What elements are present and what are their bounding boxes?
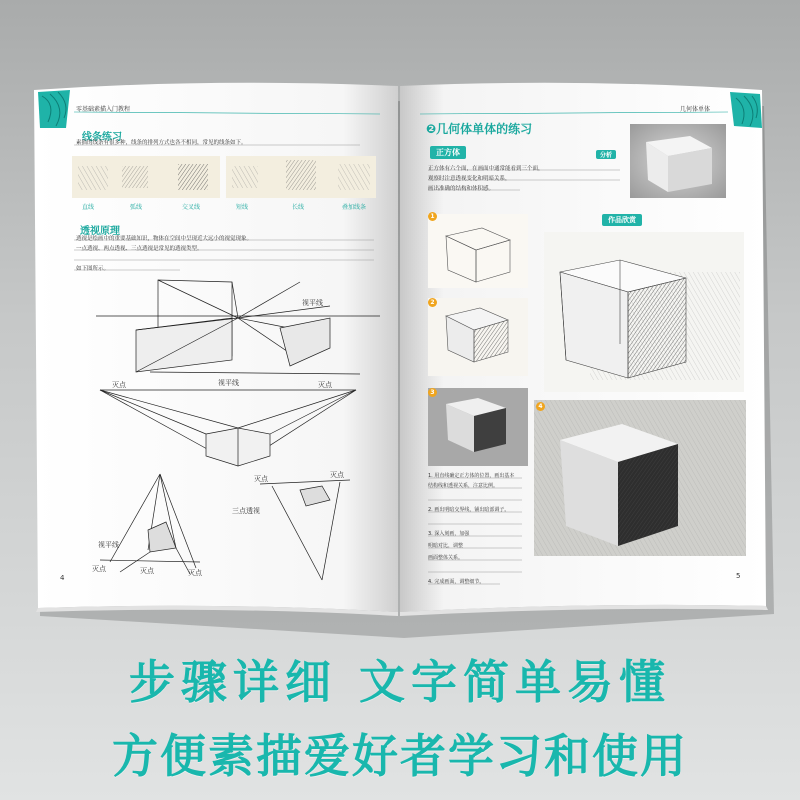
label-vp-a: 灭点	[254, 475, 268, 483]
step-2-sketch	[428, 298, 528, 376]
step-text-2: 结构线和透视关系，注意比例。	[428, 483, 499, 489]
step-badge-4: 4	[536, 402, 545, 411]
label-horizon-3: 视平线	[98, 541, 119, 549]
step-badge-3: 3	[428, 388, 437, 397]
label-vp-e: 灭点	[188, 569, 202, 577]
label-vp-b: 灭点	[330, 471, 344, 479]
tag-reference: 作品欣赏	[602, 214, 642, 226]
section-title-line-practice: 线条练习	[82, 132, 122, 143]
label-three-point: 三点透视	[232, 507, 260, 515]
right-corner-decoration	[730, 92, 762, 128]
cube-photo	[630, 124, 726, 198]
step-badge-2: 2	[428, 298, 437, 307]
swatch-label-3: 交叉线	[182, 204, 201, 211]
swatch-label-1: 直线	[82, 204, 95, 211]
label-vp-c: 灭点	[92, 565, 106, 573]
tag-cube: 正方体	[430, 146, 466, 159]
section-2-text-1: 透视是绘画中的重要基础知识，物体在空间中呈现近大远小的视觉现象。	[76, 236, 253, 242]
label-horizon-2: 视平线	[218, 379, 239, 387]
caption-line-2: 方便素描爱好者学习和使用	[112, 729, 688, 783]
section-1-text: 素描的线条有很多种，线条的排列方式也各不相同，常见的线条如下。	[76, 140, 247, 146]
step-badge-1: 1	[428, 212, 437, 221]
label-vp-left: 灭点	[112, 381, 126, 389]
step-text-3: 2. 画出明暗交界线，铺出暗部调子。	[428, 507, 510, 513]
section-title-perspective: 透视原理	[80, 226, 120, 237]
left-page-number: 4	[60, 574, 65, 582]
swatch-label-6: 叠加线条	[342, 204, 367, 211]
chapter-title: ❷几何体单体的练习	[426, 122, 533, 136]
left-running-head: 零基础素描入门教程	[76, 106, 131, 113]
step-text-7: 4. 完成画面，调整细节。	[428, 579, 485, 585]
tag-analysis: 分析	[596, 150, 616, 159]
intro-text-1: 正方体有六个面，在画面中通常能看到三个面，	[428, 166, 544, 172]
step-text-4: 3. 深入刻画，加强	[428, 531, 470, 537]
left-corner-decoration	[38, 90, 70, 128]
intro-text-2: 观察时注意透视变化和明暗关系，	[428, 176, 511, 182]
step-text-1: 1. 用直线确定正方体的位置，画出基本	[428, 473, 515, 479]
intro-text-3: 画出准确的结构和体积感。	[428, 186, 495, 192]
caption-line-1: 步骤详细 文字简单易懂	[128, 655, 671, 709]
section-2-text-3: 如下图所示。	[76, 266, 110, 272]
reference-sketch-top	[544, 232, 744, 392]
label-vp-d: 灭点	[140, 567, 154, 575]
section-2-text-2: 一点透视、两点透视、三点透视是常见的透视类型。	[76, 246, 203, 252]
step-1-sketch	[428, 214, 528, 288]
right-running-head: 几何体单体	[680, 106, 711, 113]
step-text-5: 明暗对比，调整	[428, 543, 464, 549]
label-horizon-1: 视平线	[302, 299, 323, 307]
swatch-label-2: 弧线	[130, 204, 143, 211]
step-text-6: 画面整体关系。	[428, 555, 464, 561]
label-vp-right: 灭点	[318, 381, 332, 389]
reference-sketch-bottom	[534, 400, 746, 556]
step-3-sketch	[428, 388, 528, 466]
swatch-label-5: 长线	[292, 204, 305, 211]
right-page-number: 5	[736, 572, 741, 580]
swatch-label-4: 短线	[236, 204, 249, 211]
